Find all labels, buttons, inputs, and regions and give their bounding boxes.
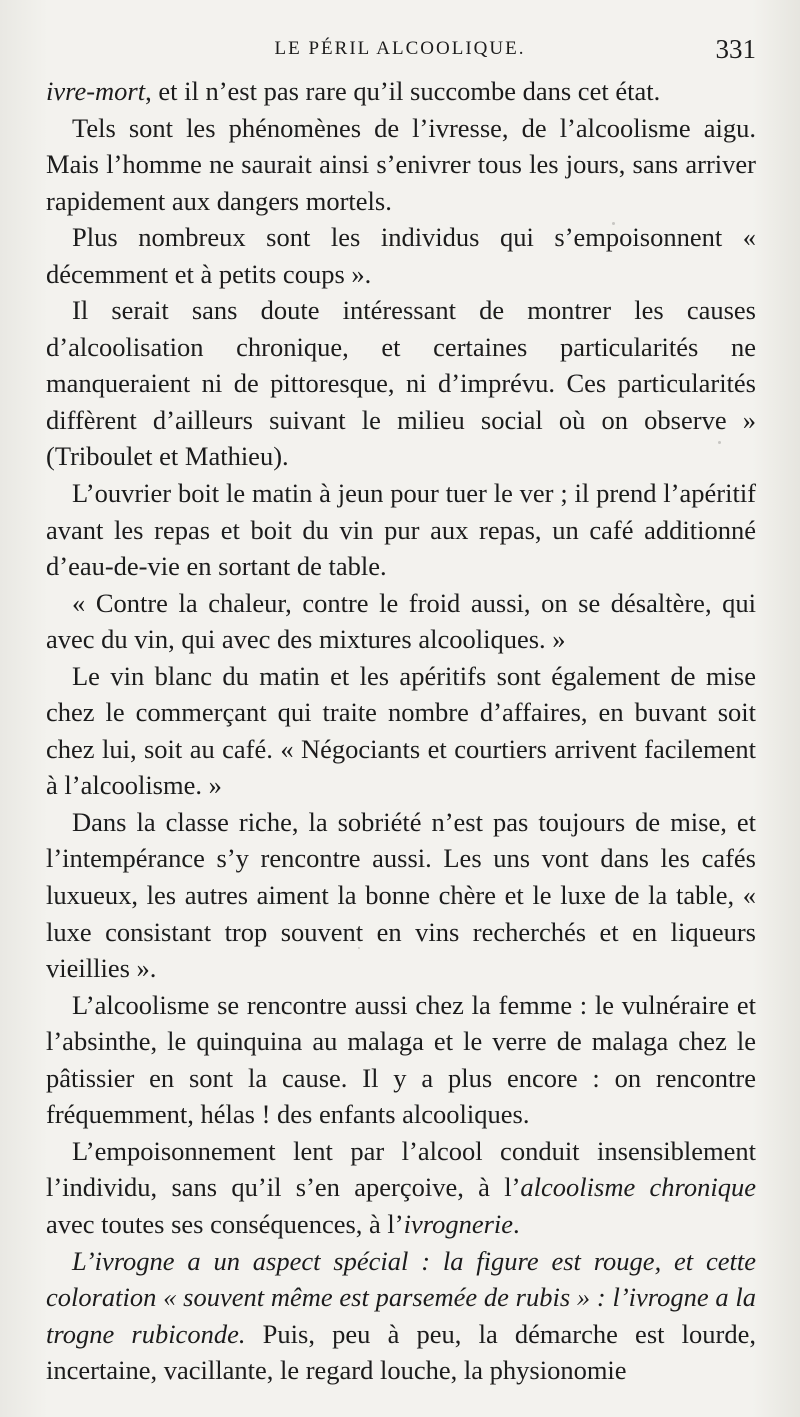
italic-run: ivrognerie (403, 1208, 514, 1239)
paragraph (46, 292, 756, 475)
paragraph (46, 585, 756, 658)
paragraph (46, 987, 756, 1133)
text-run: avec toutes ses conséquences, à l’ (46, 1208, 404, 1239)
text-run: Puis, peu à peu, la démarche est lourde, incertaine, vacillante, le regard louche, la physionomie (46, 1318, 756, 1386)
print-speck (718, 441, 721, 444)
text-run: L’ouvrier boit le matin à jeun pour tuer le ver ; il prend l’apéritif avant les repas et boit du vin pur aux repas, un café additionné d’eau-de-vie en sortant de table. (46, 478, 756, 582)
text-run: « Contre la chaleur, contre le froid aussi, on se désaltère, qui avec du vin, qui avec des mixtures alcooliques. » (46, 587, 756, 655)
print-speck (358, 947, 360, 949)
text-run: Le vin blanc du matin et les apéritifs sont également de mise chez le commerçant qui traite nombre d’affaires, en buvant soit chez lui, soit au café. « Négociants et courtiers arrivent facilement à l’alcoolisme. » (46, 660, 756, 801)
paragraph (46, 1243, 756, 1389)
text-run: Il serait sans doute intéressant de montrer les causes d’alcoolisation chronique, et certaines particularités ne manqueraient ni de pittoresque, ni d’imprévu. Ces particularités diffèrent d’ailleurs suivant le milieu social où on observe » (Triboulet et Mathieu). (46, 295, 756, 472)
page-number: 331 (715, 34, 756, 64)
paragraph (46, 110, 756, 220)
italic-run: L’ivrogne a un aspect spécial : la figure est rouge, et cette coloration « souvent même est parsemée de rubis » : l’ivrogne a la trogne rubiconde. (46, 1245, 756, 1349)
text-run: Plus nombreux sont les individus qui s’empoisonnent « décemment et à petits coups ». (46, 222, 756, 289)
paragraph (46, 804, 756, 987)
running-title: LE PÉRIL ALCOOLIQUE. (274, 38, 526, 59)
text-run: L’empoisonnement lent par l’alcool conduit insensiblement l’individu, sans qu’il s’en aperçoive, à l’ (46, 1135, 756, 1203)
paragraph (46, 73, 756, 110)
text-run: Tels sont les phénomènes de l’ivresse, de l’alcoolisme aigu. Mais l’homme ne saurait ainsi s’enivrer tous les jours, sans arriver rapidement aux dangers mortels. (46, 112, 756, 216)
running-head (40, 30, 760, 66)
paragraph (46, 219, 756, 292)
paragraph (46, 475, 756, 585)
text-run: . (513, 1208, 520, 1239)
italic-run: alcoolisme chronique (520, 1172, 757, 1203)
paragraph (46, 1133, 756, 1243)
italic-run: ivre-mort (46, 76, 146, 106)
text-run: L’alcoolisme se rencontre aussi chez la femme : le vulnéraire et l’absinthe, le quinquina au malaga et le verre de malaga chez le pâtissier en sont la cause. Il y a plus encore : on rencontre fréquemment, hélas ! des enfants alcooliques. (46, 989, 756, 1130)
print-speck (612, 222, 615, 225)
paragraph (46, 658, 756, 804)
text-run: , et il n’est pas rare qu’il succombe dans cet état. (145, 76, 661, 106)
text-run: Dans la classe riche, la sobriété n’est pas toujours de mise, et l’intempérance s’y rencontre aussi. Les uns vont dans les cafés luxueux, les autres aiment la bonne chère et le luxe de la table, « luxe consistant trop souvent en vins recherchés et en liqueurs vieillies ». (46, 806, 756, 984)
body-text (46, 73, 756, 1389)
